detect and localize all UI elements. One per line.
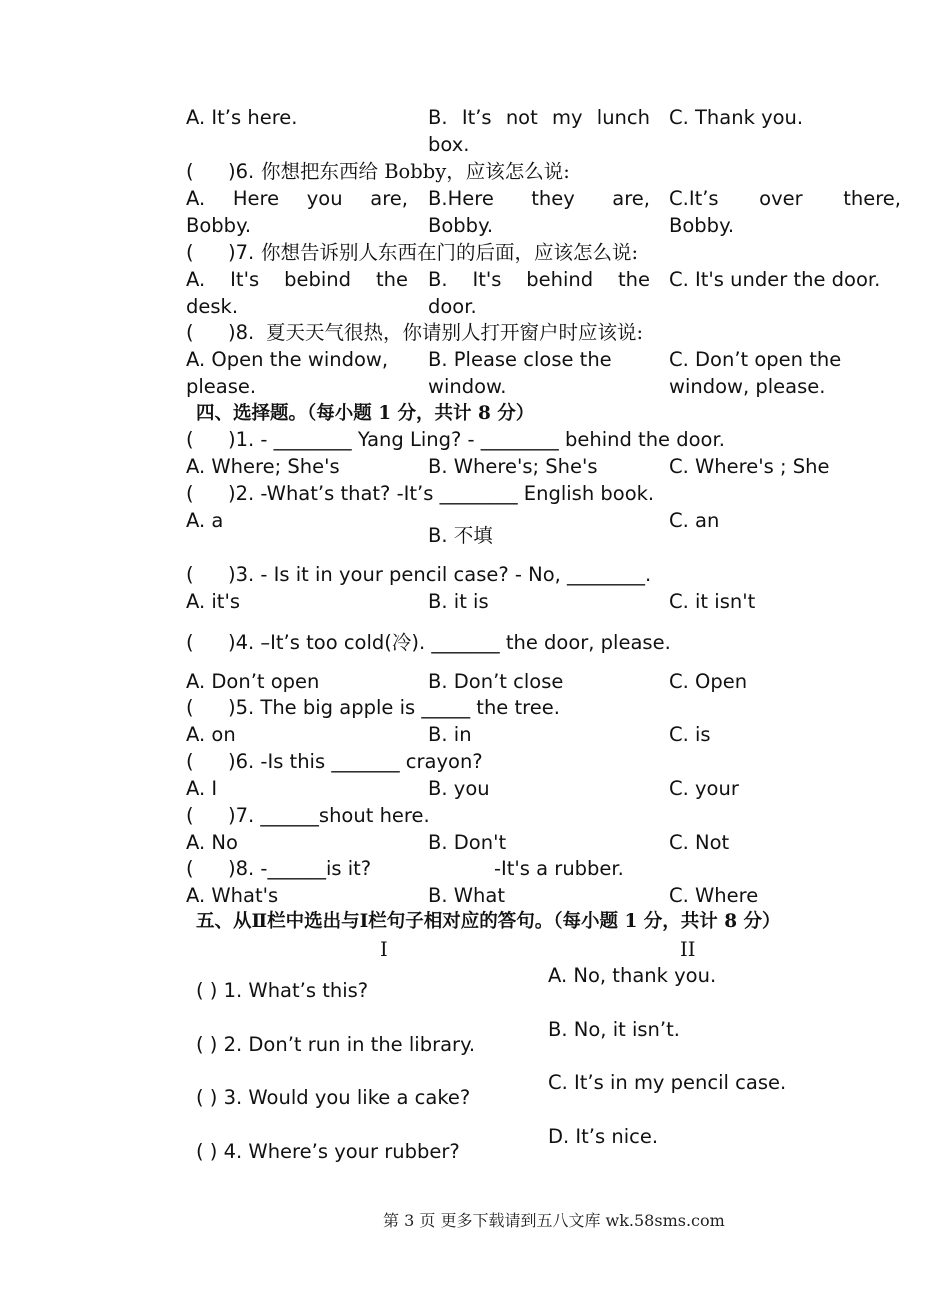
s4-q8-stem: )8. -______is it? [228,857,372,880]
match-question-1: ( ) 1. What’s this? [196,979,369,1002]
match-question-2: ( ) 2. Don’t run in the library. [196,1033,476,1056]
s3-q7-option-c: C. It's under the door. [669,268,881,291]
section4-heading: 四、选择题。（每小题 1 分，共计 8 分） [196,403,535,424]
section5-heading: 五、从Ⅱ栏中选出与Ⅰ栏句子相对应的答句。（每小题 1 分，共计 8 分） [196,911,781,932]
column-2-header: II [680,938,696,961]
s4-q4-option-b: B. Don’t close [428,670,564,693]
s4-q5-option-c: C. is [669,723,711,746]
s4-q1-option-b: B. Where's; She's [428,455,598,478]
match-answer-d: D. It’s nice. [548,1125,659,1148]
s3-q8-option-c-cont: window, please. [669,375,826,398]
s3-q7-stem: 你想告诉别人东西在门的后面，应该怎么说: [261,241,639,264]
s4-q7-option-a: A. No [186,831,238,854]
s4-q7-option-c: C. Not [669,831,730,854]
s3-q6-option-c-cont: Bobby. [669,214,735,237]
s3-q6-option-b-cont: Bobby. [428,214,494,237]
s3-q7-option-a-cont: desk. [186,295,239,318]
s3-q6-number: )6. [228,160,255,183]
s4-q4-option-a: A. Don’t open [186,670,320,693]
match-answer-c: C. It’s in my pencil case. [548,1071,787,1094]
s4-q2-option-c: C. an [669,509,720,532]
s3-q6-option-a: A. Here you are, [186,187,408,210]
s4-q6-option-a: A. I [186,777,218,800]
match-answer-b: B. No, it isn’t. [548,1018,680,1041]
s3-q8-paren: ( [186,321,194,344]
s3-q7-paren: ( [186,241,194,264]
match-question-4: ( ) 4. Where’s your rubber? [196,1140,460,1163]
s4-q5-option-a: A. on [186,723,236,746]
s3-q6-option-c: C.It’s over there, [669,187,901,210]
s3-q8-number: )8. [228,321,255,344]
s3-q6-option-b: B.Here they are, [428,187,650,210]
column-1-header: I [380,938,388,961]
s4-q3-option-b: B. it is [428,590,489,613]
s4-q8-option-c: C. Where [669,884,759,907]
s4-q7-option-b: B. Don't [428,831,507,854]
s4-q3-paren: ( [186,563,194,586]
s4-q1-stem: )1. - ________ Yang Ling? - ________ behind the door. [228,428,725,451]
s3-q5-option-a: A. It’s here. [186,106,298,129]
s3-q7-option-b-cont: door. [428,295,477,318]
s3-q8-option-b: B. Please close the [428,348,612,371]
s4-q8-paren: ( [186,857,194,880]
s4-q3-stem: )3. - Is it in your pencil case? - No, ________. [228,563,652,586]
s4-q4-option-c: C. Open [669,670,748,693]
s4-q1-paren: ( [186,428,194,451]
s4-q3-option-a: A. it's [186,590,240,613]
s4-q6-option-c: C. your [669,777,739,800]
s4-q5-option-b: B. in [428,723,472,746]
s4-q2-option-a: A. a [186,509,224,532]
page-footer: 第 3 页 更多下载请到五八文库 wk.58sms.com [383,1211,725,1230]
s3-q5-option-b-cont: box. [428,133,470,156]
s4-q6-option-b: B. you [428,777,490,800]
s4-q1-option-c: C. Where's ; She [669,455,830,478]
s4-q5-stem: )5. The big apple is _____ the tree. [228,696,560,719]
s3-q8-option-a: A. Open the window, [186,348,389,371]
s3-q6-stem: 你想把东西给 Bobby，应该怎么说: [261,160,570,183]
s4-q8-option-a: A. What's [186,884,279,907]
s4-q6-paren: ( [186,750,194,773]
s4-q8-stem-answer: -It's a rubber. [494,857,624,880]
s3-q8-option-a-cont: please. [186,375,257,398]
s4-q5-paren: ( [186,696,194,719]
s3-q8-option-b-cont: window. [428,375,507,398]
s4-q4-stem: )4. –It’s too cold(冷). _______ the door, please. [228,631,671,654]
s3-q6-paren: ( [186,160,194,183]
s4-q3-option-c: C. it isn't [669,590,756,613]
s3-q7-option-a: A. It's bebind the [186,268,408,291]
s4-q2-paren: ( [186,482,194,505]
s3-q5-option-c: C. Thank you. [669,106,804,129]
match-answer-a: A. No, thank you. [548,964,717,987]
s4-q8-option-b: B. What [428,884,506,907]
s4-q1-option-a: A. Where; She's [186,455,340,478]
s4-q7-paren: ( [186,804,194,827]
s4-q7-stem: )7. ______shout here. [228,804,430,827]
s4-q2-option-b: B. 不填 [428,524,493,547]
s4-q4-paren: ( [186,631,194,654]
s4-q6-stem: )6. -Is this _______ crayon? [228,750,483,773]
s3-q8-option-c: C. Don’t open the [669,348,842,371]
s3-q7-number: )7. [228,241,255,264]
s4-q2-stem: )2. -What’s that? -It’s ________ English book. [228,482,655,505]
s3-q7-option-b: B. It's behind the [428,268,650,291]
s3-q5-option-b: B. It’s not my lunch [428,106,650,129]
match-question-3: ( ) 3. Would you like a cake? [196,1086,471,1109]
s3-q6-option-a-cont: Bobby. [186,214,252,237]
s3-q8-stem: 夏天天气很热，你请别人打开窗户时应该说: [266,321,644,344]
